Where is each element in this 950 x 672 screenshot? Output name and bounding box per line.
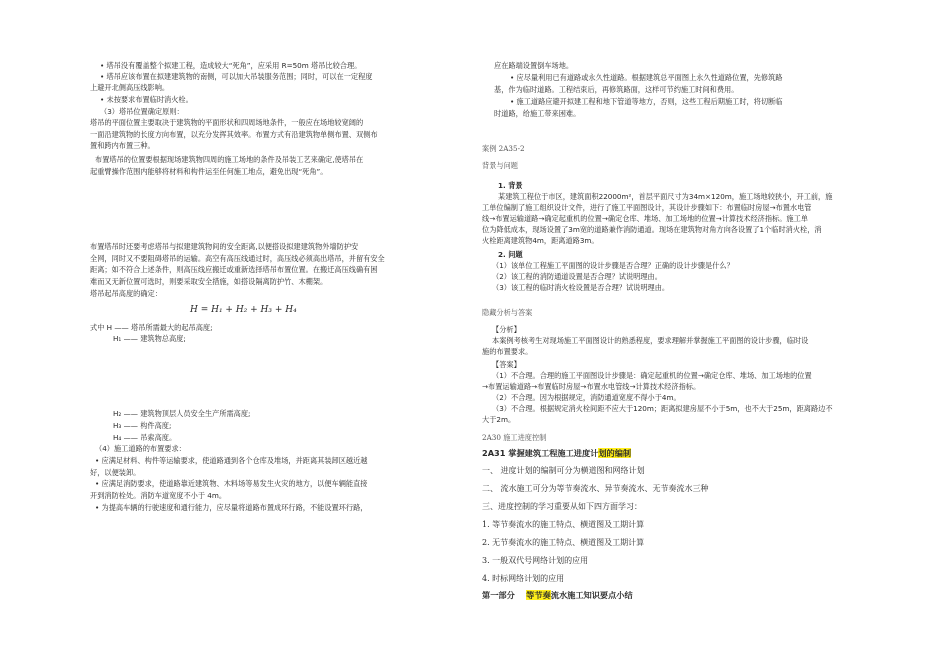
text-line: • 应满足消防要求，使道路靠近建筑物、木料场等易发生火灾的地方，以便车辆能直接 [95,479,368,488]
answer-line: （1）不合理。合理的施工平面图设计步骤是：确定起重机的位置→确定仓库、堆场、加工场地的位置 [492,371,812,380]
text-line: 置和跨内布置三种。 [90,141,155,150]
chapter-title: 2A30 施工进度控制 [482,433,547,442]
highlighted-text: 等节奏 [526,590,551,600]
text-line: 位为降低成本，现场设置了3m宽的道路兼作消防通道。现场在建筑物对角方向各设置了1个临时消火栓，消 [482,225,822,234]
question-line: （3）该工程的临时消火栓设置是否合理？试说明理由。 [492,283,670,292]
answer-label: 【答案】 [492,360,521,369]
text-line: H₁ —— 建筑物总高度; [113,334,186,343]
text-line: 塔吊的平面位置主要取决于建筑物的平面形状和四周场地条件，一般应在场地较宽阔的 [90,118,364,127]
text-line: 时道路，给施工带来困难。 [494,109,581,118]
section-heading-text: 2A31 掌握建筑工程施工进度计 [482,448,599,458]
text-line: • 为提高车辆的行驶速度和通行能力，应尽量将道路布置成环行路，不能设置环行路， [95,503,368,512]
height-formula: H = H₁ + H₂ + H₃ + H₄ [190,305,297,315]
text-line: 线→布置运输道路→确定起重机的位置→确定仓库、堆场、加工场地的位置→计算技术经济指标。施工单 [482,214,808,223]
text-line: 布置塔吊时还要考虑塔吊与拟建建筑物间的安全距离,以便搭设拟建建筑物外墙防护安 [90,242,359,251]
answer-line: （3）不合理。根据规定消火栓间距不应大于120m；距离拟建房屋不小于5m，也不大于25m，距离路边不 [492,404,833,413]
text-line: 一面沿建筑物的长度方向布置，以充分发挥其效率。布置方式有沿建筑物单侧布置、双侧布 [90,130,378,139]
text-line: 好，以便装卸。 [90,468,141,477]
question-line: （2）该工程的消防通道设置是否合理？试说明理由。 [492,272,662,281]
subsection-title: 2. 问题 [498,250,523,259]
section-heading [482,448,631,459]
part-heading-text: 流水施工知识要点小结 [550,590,633,600]
text-line: • 塔吊没有覆盖整个拟建工程，造成较大“死角”，应采用 R=50m 塔吊比较合理。 [100,61,362,70]
text-line: 本案例考核考生对现场施工平面图设计的熟悉程度，要求理解并掌握施工平面图的设计步骤，临时设 [492,336,809,345]
part-label: 第一部分 [482,590,515,600]
list-item: 2. 无节奏流水的施工特点、横道图及工期计算 [482,538,645,547]
text-line: 距离；如不符合上述条件，则高压线应搬迁或重新选择塔吊布置位置。在搬迁高压线确有困 [90,265,378,274]
list-item: 二、 流水施工可分为等节奏流水、异节奏流水、无节奏流水三种 [482,484,709,493]
text-line: 难而又无新位置可选时，则要采取安全措施，如搭设隔离防护竹、木棚架。 [90,277,328,286]
list-item: 三、进度控制的学习重要从如下四方面学习： [482,502,642,511]
text-line: 火栓距离建筑物4m，距离道路3m。 [482,236,599,245]
analysis-label: 【分析】 [492,325,521,334]
text-line: 开到消防栓处。消防车道宽度不小于 4m。 [90,491,227,500]
question-line: （1）该单位工程施工平面图的设计步骤是否合理？正确的设计步骤是什么？ [492,261,734,270]
highlighted-text: 划的编制 [598,448,632,458]
text-line: • 应尽量利用已有道路或永久性道路。根据建筑总平面图上永久性道路位置，先修筑路 [510,73,783,82]
answer-line: →布置运输道路→布置临时房屋→布置水电管线→计算技术经济指标。 [482,382,701,391]
text-line: 式中 H —— 塔吊所需最大的起吊高度; [90,323,213,332]
text-line: （3）塔吊位置确定原则： [100,107,184,116]
text-line: H₃ —— 构件高度; [113,421,172,430]
list-item: 3. 一般双代号网络计划的应用 [482,556,589,565]
list-item: 1. 等节奏流水的施工特点、横道图及工期计算 [482,520,645,529]
text-line: 基，作为临时道路。工程结束后，再修筑路面，这样可节约施工时间和费用。 [494,85,739,94]
text-line: • 施工道路应避开拟建工程和地下管道等地方，否则，这些工程后期施工时，将切断临 [510,97,783,106]
part-heading [482,590,633,601]
text-line: 起重臂操作范围内能够将材料和构件运至任何施工地点，避免出现“死角”。 [90,167,328,176]
text-line: H₄ —— 吊索高度。 [113,433,177,442]
answer-line: （2）不合理。因为根据规定，消防通道宽度不得小于4m。 [492,393,681,402]
text-line: 施的布置要求。 [482,347,533,356]
text-line: 塔吊起吊高度的确定： [90,289,162,298]
list-item: 4. 时标网络计划的应用 [482,574,565,583]
text-line: （4）施工道路的布置要求： [95,444,186,453]
section-title: 背景与问题 [482,161,518,170]
text-line: H₂ —— 建筑物顶层人员安全生产所需高度; [113,409,251,418]
text-line: • 应满足材料、构件等运输要求，使道路通到各个仓库及堆场，并距离其装卸区越近越 [95,456,368,465]
text-line: • 塔吊应该布置在拟建建筑物的南侧，可以加大吊装服务范围；同时，可以在一定程度 [100,72,373,81]
answer-section-title: 隐藏分析与答案 [482,308,533,317]
text-line: 应在路端设置倒车场地。 [494,61,574,70]
text-line: 某建筑工程位于市区，建筑面积22000m²，首层平面尺寸为34m×120m，施工场地较狭小，开工前，施 [498,192,833,201]
answer-line: 大于2m。 [482,415,516,424]
text-line: 布置塔吊的位置要根据现场建筑物四周的施工场地的条件及吊装工艺来确定,使塔吊在 [95,155,364,164]
list-item: 一、 进度计划的编制可分为横道图和网络计划 [482,466,645,475]
subsection-title: 1. 背景 [498,181,523,190]
text-line: 工单位编制了施工组织设计文件，进行了施工平面图设计，其设计步骤如下：布置临时房屋→布置水电管 [482,203,812,212]
text-line: • 未按要求布置临时消火栓。 [100,95,193,104]
text-line: 全网，同时又不要阻碍塔吊的运输。高空有高压线通过时，高压线必须高出塔吊，并留有安全 [90,254,385,263]
text-line: 上避开北侧高压线影响。 [90,83,170,92]
case-title: 案例 2A35-2 [482,144,525,153]
